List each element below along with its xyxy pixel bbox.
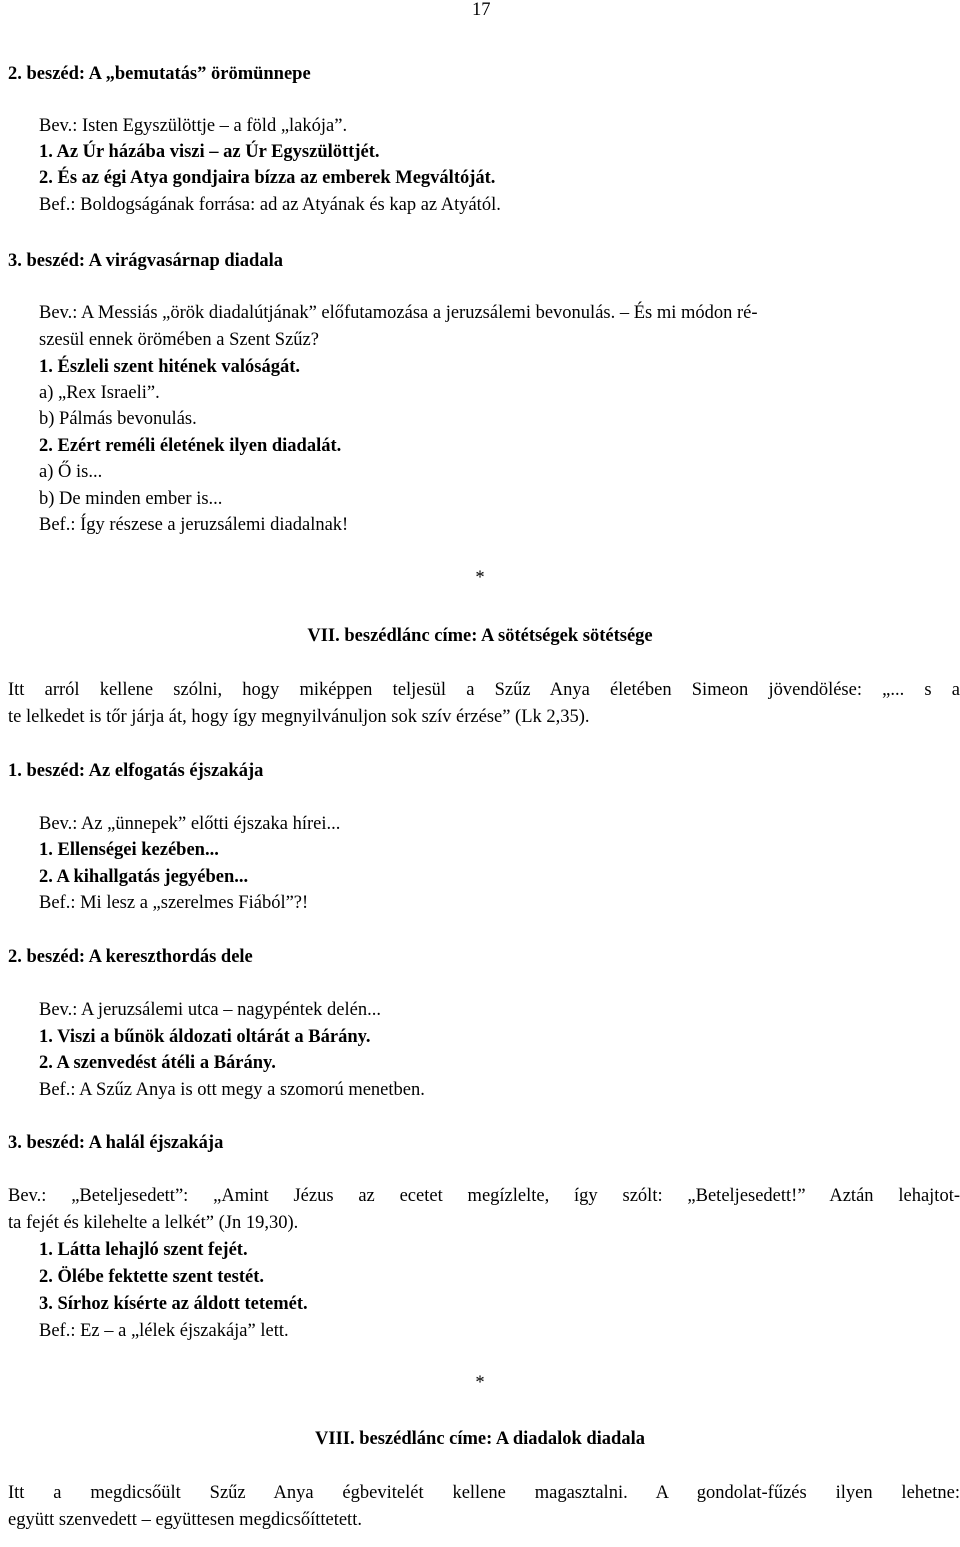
- text-line: 2. És az égi Atya gondjaira bízza az emberek Megváltóját.: [39, 168, 496, 188]
- text-line: a) Ő is...: [39, 462, 103, 482]
- text-line: 1. Észleli szent hitének valóságát.: [39, 357, 301, 377]
- text-line: Bef.: A Szűz Anya is ott megy a szomorú menetben.: [39, 1080, 425, 1100]
- text-line: 1. Látta lehajló szent fejét.: [39, 1240, 248, 1260]
- text-line: Bef.: Ez – a „lélek éjszakája” lett.: [39, 1321, 289, 1341]
- text-line: Bef.: Boldogságának forrása: ad az Atyának és kap az Atyától.: [39, 195, 501, 215]
- text-line: Bef.: Mi lesz a „szerelmes Fiából”?!: [39, 893, 309, 913]
- text-line: 2. Ezért reméli életének ilyen diadalát.: [39, 436, 342, 456]
- separator-asterisk: *: [475, 568, 485, 588]
- text-line: Bev.: A jeruzsálemi utca – nagypéntek delén...: [39, 1000, 381, 1020]
- text-line: 1. Az Úr házába viszi – az Úr Egyszülöttjét.: [39, 142, 380, 162]
- section-heading: VIII. beszédlánc címe: A diadalok diadala: [315, 1429, 645, 1449]
- text-line: 3. beszéd: A halál éjszakája: [8, 1133, 224, 1153]
- text-line: 2. Ölébe fektette szent testét.: [39, 1267, 264, 1287]
- text-line: Itt a megdicsőült Szűz Anya égbevitelét kellene magasztalni. A gondolat-fűzés ilyen lehetne:: [8, 1483, 960, 1503]
- text-line: 2. beszéd: A kereszthordás dele: [8, 947, 253, 967]
- text-line: 2. A szenvedést átéli a Bárány.: [39, 1053, 276, 1073]
- section-heading: VII. beszédlánc címe: A sötétségek sötétsége: [307, 626, 653, 646]
- text-line: Bef.: Így részese a jeruzsálemi diadalnak!: [39, 515, 349, 535]
- text-line: 3. Sírhoz kísérte az áldott tetemét.: [39, 1294, 308, 1314]
- text-line: ta fejét és kilehelte a lelkét” (Jn 19,30).: [8, 1213, 299, 1233]
- text-line: Bev.: Az „ünnepek” előtti éjszaka hírei...: [39, 814, 341, 834]
- separator-asterisk: *: [475, 1373, 485, 1393]
- text-line: 1. beszéd: Az elfogatás éjszakája: [8, 761, 264, 781]
- text-line: a) „Rex Israeli”.: [39, 383, 160, 403]
- text-line: Itt arról kellene szólni, hogy miképpen teljesül a Szűz Anya életében Simeon jövendölése: „... s a: [8, 680, 960, 700]
- text-line: b) Pálmás bevonulás.: [39, 409, 197, 429]
- text-line: 1. Ellenségei kezében...: [39, 840, 219, 860]
- text-line: 3. beszéd: A virágvasárnap diadala: [8, 251, 283, 271]
- page-number: 17: [472, 0, 491, 20]
- text-line: Bev.: Isten Egyszülöttje – a föld „lakója”.: [39, 116, 348, 136]
- text-line: te lelkedet is tőr járja át, hogy így megnyilvánuljon sok szív érzése” (Lk 2,35).: [8, 707, 590, 727]
- text-line: 1. Viszi a bűnök áldozati oltárát a Bárány.: [39, 1027, 371, 1047]
- text-line: 2. beszéd: A „bemutatás” örömünnepe: [8, 64, 311, 84]
- text-line: szesül ennek örömében a Szent Szűz?: [39, 330, 319, 350]
- text-line: Bev.: „Beteljesedett”: „Amint Jézus az ecetet megízlelte, így szólt: „Beteljesedett!” Aztán lehajtot-: [8, 1186, 960, 1206]
- text-line: b) De minden ember is...: [39, 489, 223, 509]
- text-line: 2. A kihallgatás jegyében...: [39, 867, 249, 887]
- text-line: együtt szenvedett – együttesen megdicsőíttetett.: [8, 1510, 362, 1530]
- text-line: Bev.: A Messiás „örök diadalútjának” előfutamozása a jeruzsálemi bevonulás. – És mi módon ré-: [39, 303, 758, 323]
